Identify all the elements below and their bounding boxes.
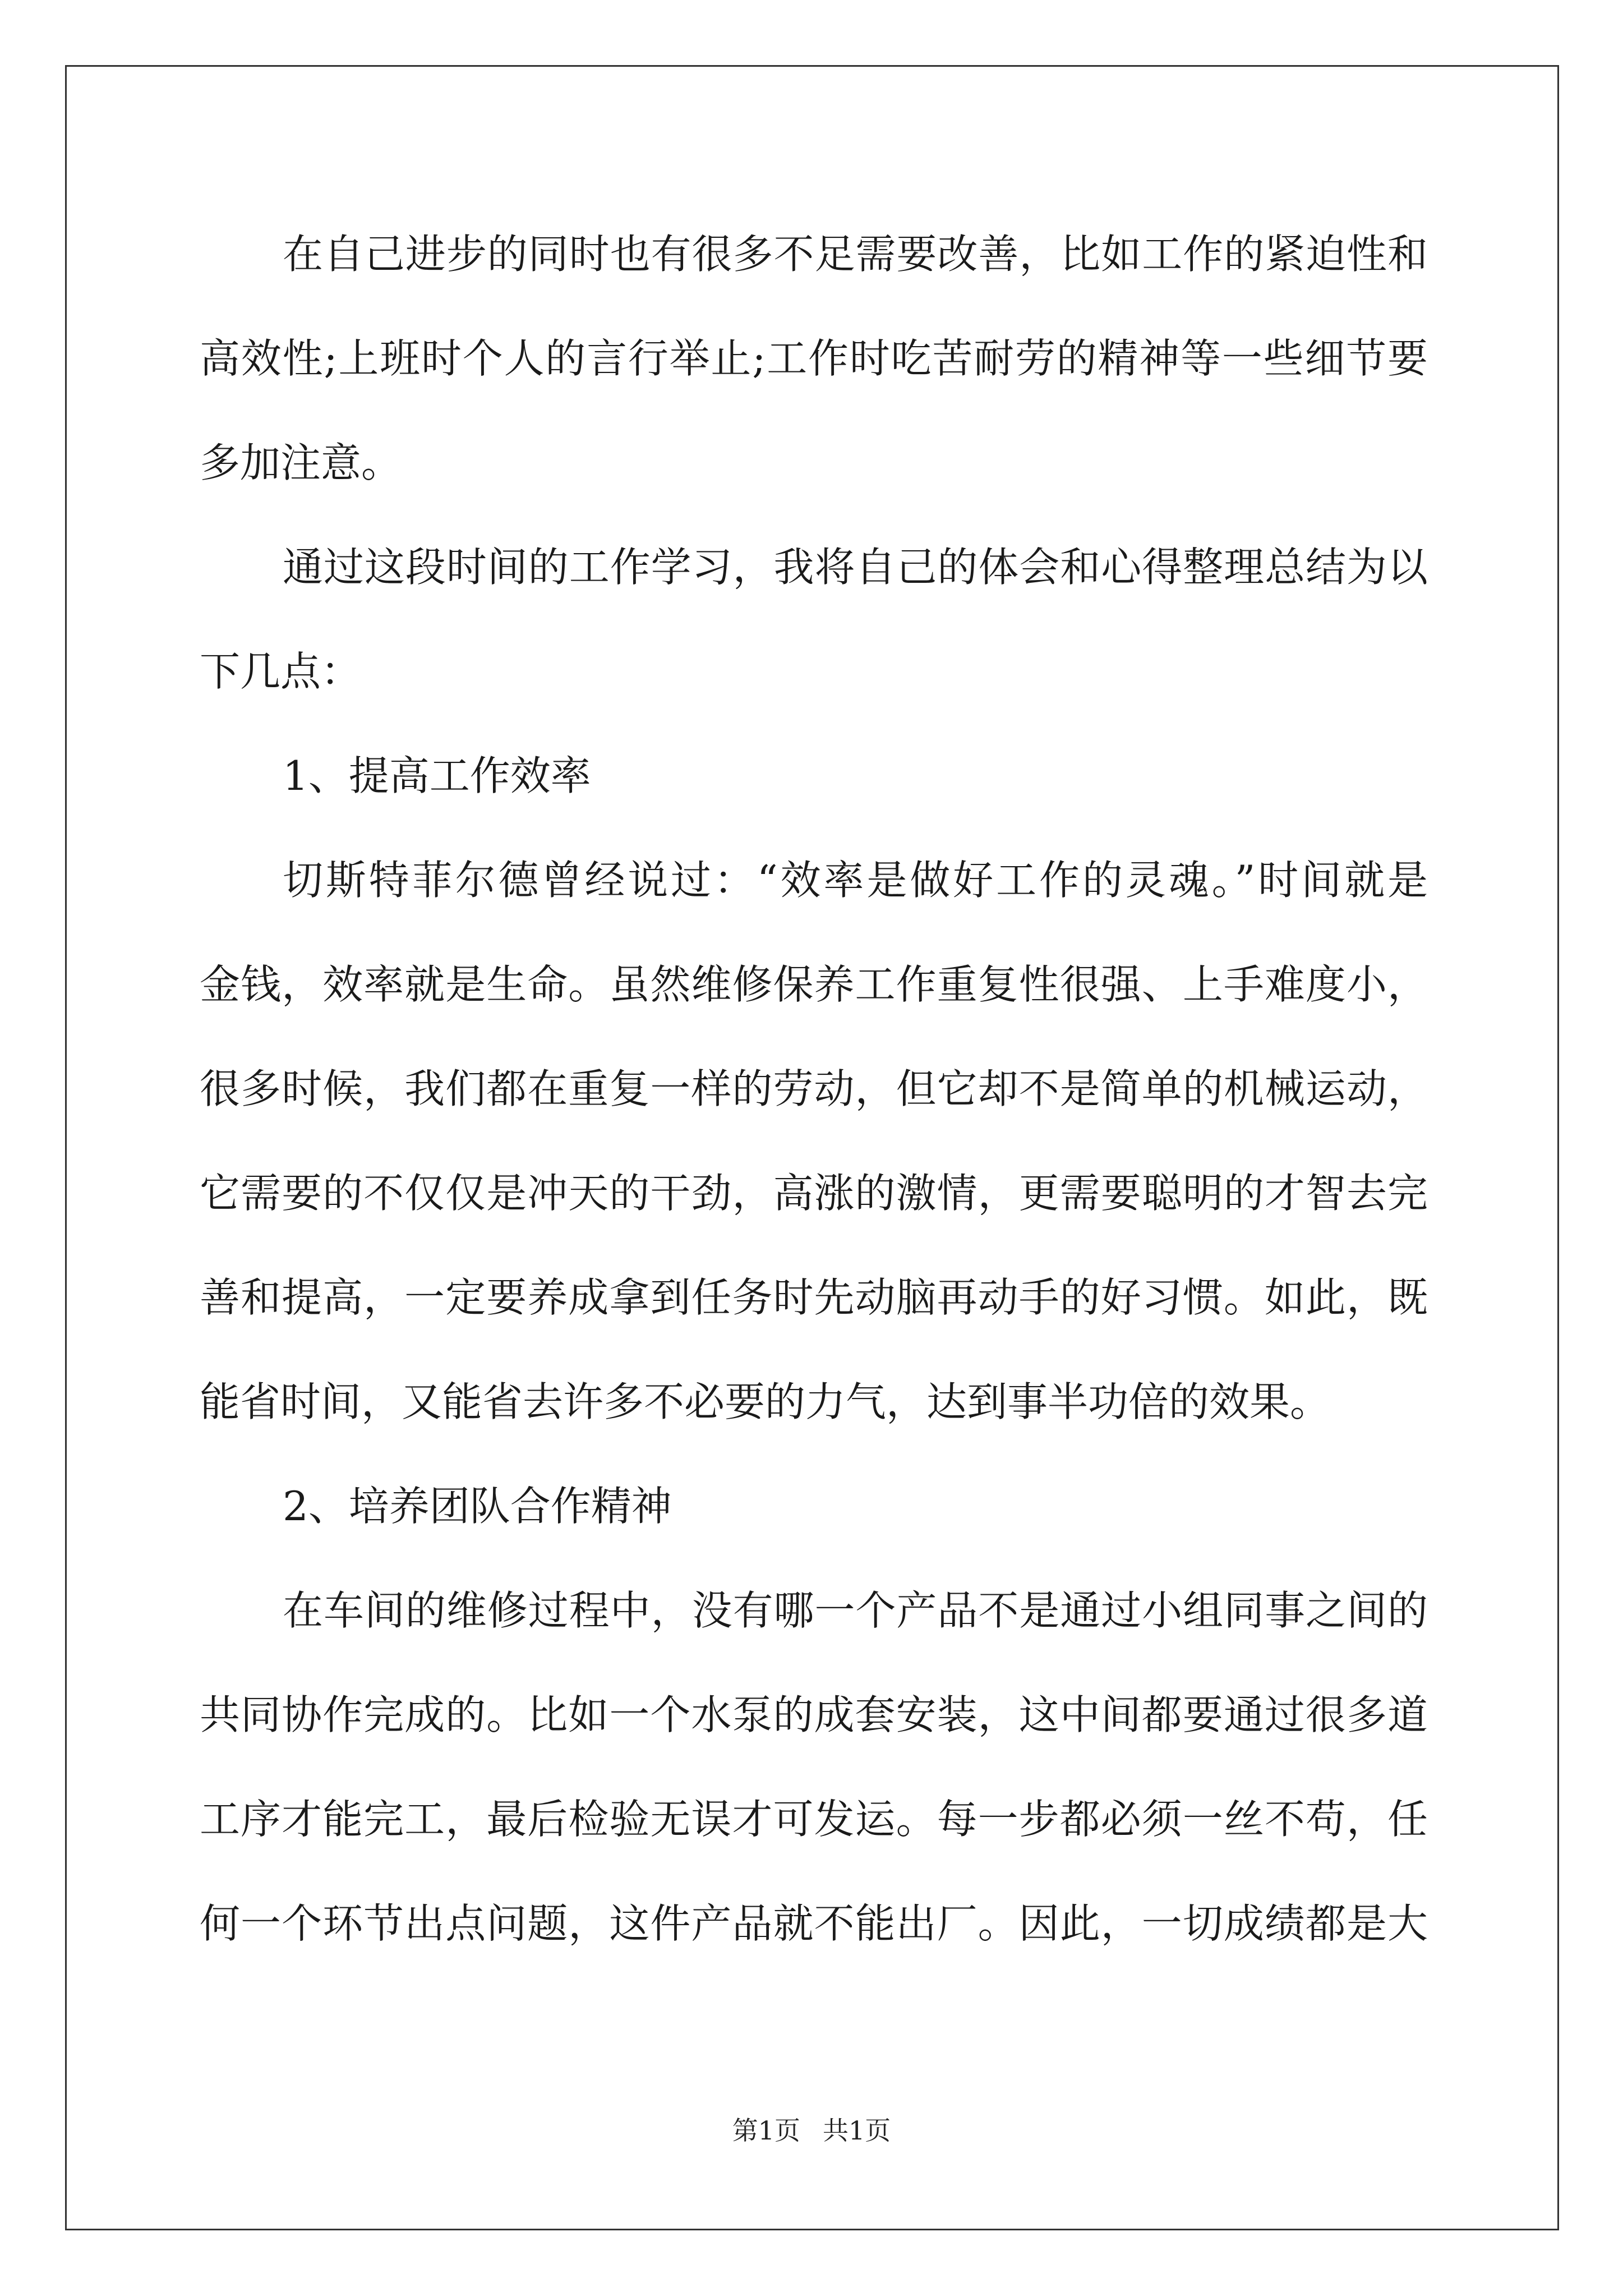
paragraph-4-line-1: 在车间的维修过程中，没有哪一个产品不是通过小组同事之间的 [283,1587,1428,1634]
paragraph-1-line-2: 高效性;上班时个人的言行举止;工作时吃苦耐劳的精神等一些细节要 [200,335,1428,382]
paragraph-3-line-2: 金钱，效率就是生命。虽然维修保养工作重复性很强、上手难度小， [200,961,1428,1008]
page-total: 共1页 [823,2115,891,2146]
section-heading-2: 2、培养团队合作精神 [283,1483,672,1530]
page-number: 第1页 [732,2115,800,2146]
paragraph-3-line-3: 很多时候，我们都在重复一样的劳动，但它却不是简单的机械运动， [200,1065,1428,1112]
section-heading-1: 1、提高工作效率 [283,752,591,799]
paragraph-2-line-2: 下几点： [200,648,362,695]
paragraph-1-line-1: 在自己进步的同时也有很多不足需要改善，比如工作的紧迫性和 [283,231,1428,278]
paragraph-3-line-1: 切斯特菲尔德曾经说过：“效率是做好工作的灵魂。”时间就是 [283,857,1428,904]
paragraph-4-line-4: 何一个环节出点问题，这件产品就不能出厂。因此，一切成绩都是大 [200,1900,1428,1947]
paragraph-4-line-2: 共同协作完成的。比如一个水泵的成套安装，这中间都要通过很多道 [200,1691,1428,1738]
paragraph-1-line-3: 多加注意。 [200,439,402,486]
paragraph-3-line-6: 能省时间，又能省去许多不必要的力气，达到事半功倍的效果。 [200,1378,1331,1425]
page-footer [0,2114,1623,2147]
paragraph-2-line-1: 通过这段时间的工作学习，我将自己的体会和心得整理总结为以 [283,544,1428,591]
paragraph-3-line-5: 善和提高，一定要养成拿到任务时先动脑再动手的好习惯。如此，既 [200,1274,1428,1321]
paragraph-3-line-4: 它需要的不仅仅是冲天的干劲，高涨的激情，更需要聪明的才智去完 [200,1170,1428,1217]
document-body [200,202,1428,1976]
paragraph-4-line-3: 工序才能完工，最后检验无误才可发运。每一步都必须一丝不苟，任 [200,1796,1428,1843]
